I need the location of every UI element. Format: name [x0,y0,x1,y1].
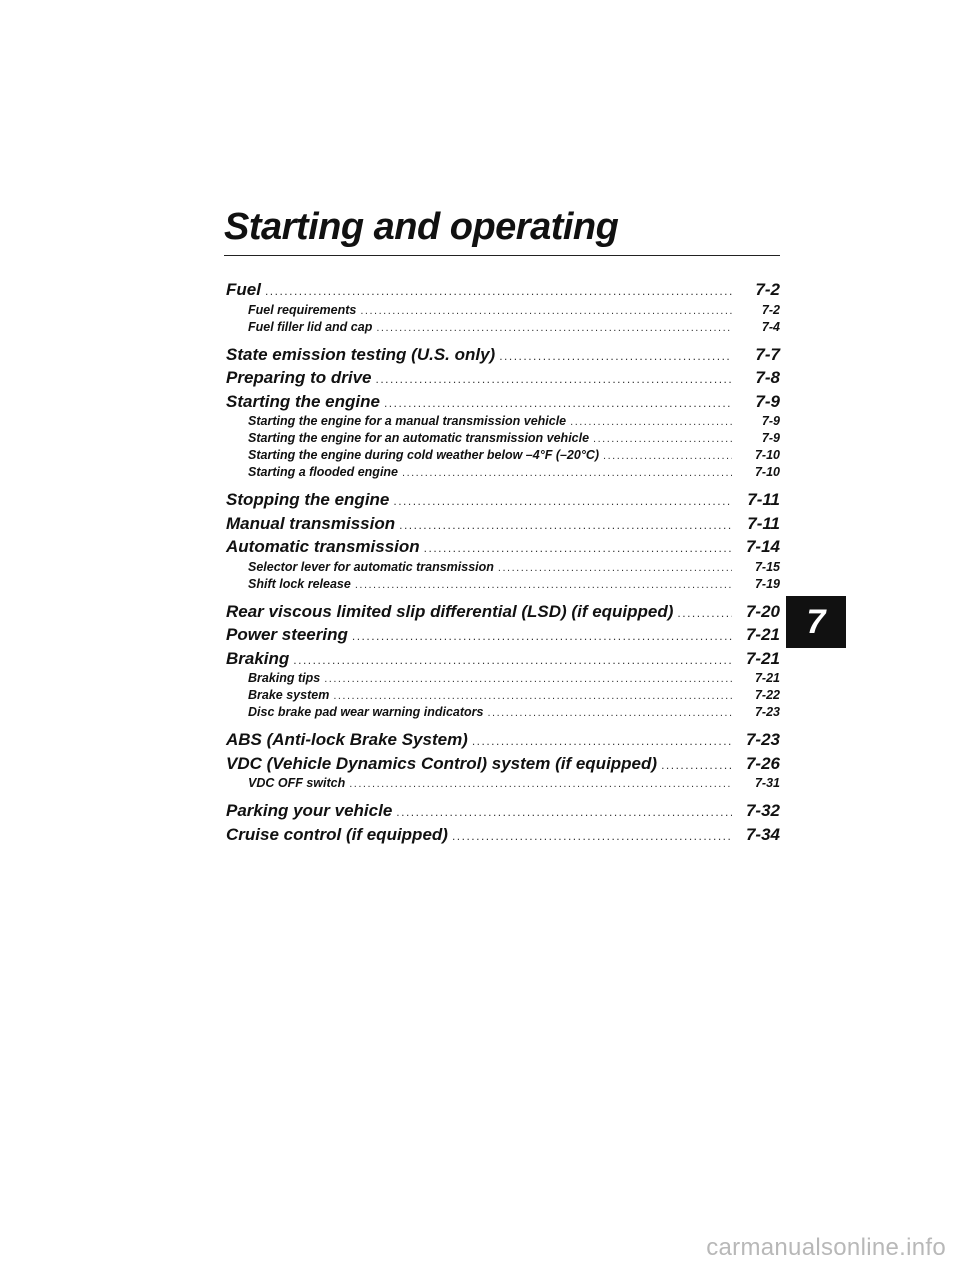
toc-section-entry[interactable] [226,728,780,752]
dot-leader [488,705,733,722]
toc-section-entry[interactable] [226,623,780,647]
toc-subsection-entry[interactable] [226,687,780,704]
toc-entry-label: Fuel requirements [248,302,357,317]
toc-subsection-entry[interactable] [226,430,780,447]
toc-page-number: 7-23 [754,705,780,719]
dot-leader [293,649,732,673]
toc-spacer [226,336,780,343]
toc-entry-label: Starting the engine [226,391,380,411]
dot-leader [498,560,732,577]
toc-section-entry[interactable] [226,512,780,536]
toc-page-number: 7-23 [745,730,780,749]
dot-leader [352,625,732,649]
toc-entry-label: Brake system [248,688,330,702]
toc-page-number: 7-8 [755,368,780,387]
toc-entry-label: Cruise control (if equipped) [226,824,448,844]
title-divider [224,255,780,256]
toc-subsection-entry[interactable] [226,464,780,481]
dot-leader [396,801,732,825]
toc-section-entry[interactable] [226,823,780,847]
toc-entry-label: Starting a flooded engine [248,465,399,479]
toc-spacer [226,593,780,600]
toc-entry-label: Shift lock release [248,576,351,591]
toc-page-number: 7-4 [761,319,780,334]
toc-entry-label: Rear viscous limited slip differential (LSD) (if equipped) [226,601,674,621]
toc-page-number: 7-2 [755,280,780,299]
toc-page-number: 7-26 [745,753,780,773]
table-of-contents [226,278,780,846]
toc-entry-label: Selector lever for automatic transmission [248,559,494,574]
dot-leader [376,320,732,337]
toc-spacer [226,721,780,728]
toc-section-entry[interactable] [226,600,780,624]
toc-entry-label: Fuel filler lid and cap [248,319,373,334]
toc-page-number: 7-21 [754,671,780,685]
dot-leader [677,602,732,626]
chapter-title: Starting and operating [224,206,619,248]
toc-page-number: 7-9 [761,414,780,428]
toc-entry-label: State emission testing (U.S. only) [226,344,496,364]
toc-page-number: 7-9 [755,391,780,411]
toc-spacer [226,481,780,488]
toc-page-number: 7-14 [745,537,780,556]
toc-entry-label: Preparing to drive [226,368,372,387]
toc-page-number: 7-15 [754,559,780,574]
toc-subsection-entry[interactable] [226,559,780,576]
dot-leader [349,776,732,793]
toc-section-entry[interactable] [226,488,780,512]
toc-page-number: 7-19 [754,576,780,591]
toc-spacer [226,792,780,799]
dot-leader [570,414,732,431]
toc-page-number: 7-34 [745,824,780,844]
toc-page-number: 7-31 [754,776,780,790]
toc-subsection-entry[interactable] [226,447,780,464]
toc-entry-label: Fuel [226,280,261,299]
dot-leader [355,577,732,594]
toc-entry-label: Starting the engine for a manual transmission vehicle [248,414,567,428]
toc-entry-label: Parking your vehicle [226,801,393,820]
toc-subsection-entry[interactable] [226,576,780,593]
dot-leader [424,537,732,561]
toc-subsection-entry[interactable] [226,704,780,721]
chapter-tab[interactable]: 7 [786,596,846,648]
toc-entry-label: Manual transmission [226,513,396,533]
toc-section-entry[interactable] [226,390,780,414]
toc-entry-label: VDC OFF switch [248,776,346,790]
toc-section-entry[interactable] [226,647,780,671]
toc-entry-label: Automatic transmission [226,537,420,556]
toc-page-number: 7-10 [754,448,780,462]
toc-section-entry[interactable] [226,343,780,367]
toc-entry-label: Power steering [226,625,348,644]
toc-page-number: 7-11 [747,513,780,533]
dot-leader [333,688,732,705]
toc-section-entry[interactable] [226,799,780,823]
toc-subsection-entry[interactable] [226,413,780,430]
dot-leader [499,345,732,369]
toc-page-number: 7-2 [761,302,780,317]
dot-leader [661,754,732,778]
toc-entry-label: Starting the engine for an automatic transmission vehicle [248,431,590,445]
dot-leader [603,448,732,465]
toc-subsection-entry[interactable] [226,775,780,792]
toc-page-number: 7-7 [755,344,780,364]
toc-section-entry[interactable] [226,535,780,559]
dot-leader [360,303,732,320]
dot-leader [375,368,732,392]
toc-entry-label: Braking [226,648,290,668]
toc-section-entry[interactable] [226,366,780,390]
toc-page-number: 7-10 [754,465,780,479]
toc-page-number: 7-32 [745,801,780,820]
toc-page-number: 7-20 [745,601,780,621]
toc-section-entry[interactable] [226,278,780,302]
watermark: carmanualsonline.info [706,1234,946,1261]
dot-leader [384,392,732,416]
toc-page-number: 7-21 [745,648,780,668]
toc-subsection-entry[interactable] [226,670,780,687]
dot-leader [593,431,732,448]
toc-entry-label: Starting the engine during cold weather below –4°F (–20°C) [248,448,600,462]
toc-entry-label: Stopping the engine [226,490,390,509]
toc-entry-label: VDC (Vehicle Dynamics Control) system (if equipped) [226,753,658,773]
toc-subsection-entry[interactable] [226,319,780,336]
dot-leader [393,490,732,514]
dot-leader [265,280,732,304]
toc-entry-label: Braking tips [248,671,321,685]
dot-leader [402,465,732,482]
toc-entry-label: ABS (Anti-lock Brake System) [226,730,468,749]
dot-leader [452,825,732,849]
toc-page-number: 7-9 [761,431,780,445]
toc-page-number: 7-21 [745,625,780,644]
toc-entry-label: Disc brake pad wear warning indicators [248,705,484,719]
toc-page-number: 7-11 [747,490,780,509]
dot-leader [399,514,732,538]
toc-subsection-entry[interactable] [226,302,780,319]
dot-leader [472,730,732,754]
toc-page-number: 7-22 [754,688,780,702]
toc-section-entry[interactable] [226,752,780,776]
dot-leader [324,671,732,688]
